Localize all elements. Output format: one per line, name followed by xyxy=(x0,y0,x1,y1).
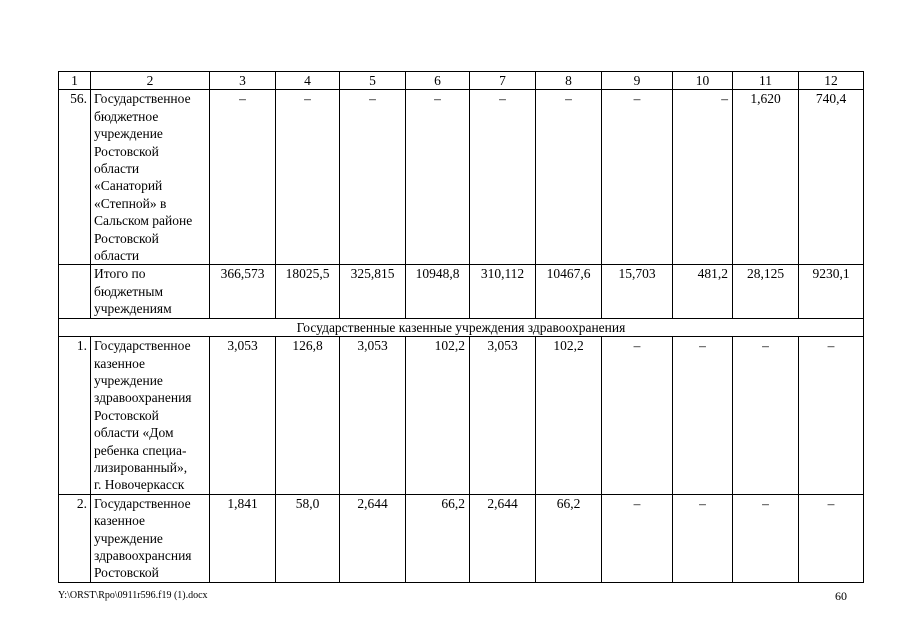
value-cell: 3,053 xyxy=(470,337,536,495)
table-row xyxy=(59,265,864,318)
value-cell: 10948,8 xyxy=(406,265,470,318)
header-row xyxy=(59,72,864,90)
value-cell: 66,2 xyxy=(536,494,602,582)
value-cell: – xyxy=(602,494,673,582)
section-title: Государственные казенные учреждения здравоохранения xyxy=(59,318,864,336)
value-cell: 3,053 xyxy=(340,337,406,495)
value-cell: – xyxy=(799,337,864,495)
value-cell: 9230,1 xyxy=(799,265,864,318)
value-cell: 102,2 xyxy=(406,337,470,495)
institution-name: Государственное казенное учреждение здравоохранения Ростовской области «Дом ребенка специа- лизированный», г. Новочеркасск xyxy=(91,337,210,495)
column-number: 6 xyxy=(406,72,470,90)
value-cell: 3,053 xyxy=(210,337,276,495)
value-cell: – xyxy=(733,337,799,495)
value-cell: – xyxy=(210,90,276,265)
value-cell: – xyxy=(673,90,733,265)
value-cell: 1,620 xyxy=(733,90,799,265)
value-cell: 126,8 xyxy=(276,337,340,495)
value-cell: 740,4 xyxy=(799,90,864,265)
column-number: 3 xyxy=(210,72,276,90)
row-number xyxy=(59,265,91,318)
column-number: 8 xyxy=(536,72,602,90)
value-cell: 2,644 xyxy=(340,494,406,582)
value-cell: – xyxy=(340,90,406,265)
value-cell: – xyxy=(673,337,733,495)
row-number: 1. xyxy=(59,337,91,495)
table-row xyxy=(59,337,864,495)
footer-file-path: Y:\ORST\Rpo\0911r596.f19 (1).docx xyxy=(58,590,208,601)
value-cell: – xyxy=(733,494,799,582)
column-number: 10 xyxy=(673,72,733,90)
row-number: 56. xyxy=(59,90,91,265)
column-number: 7 xyxy=(470,72,536,90)
value-cell: 366,573 xyxy=(210,265,276,318)
table-row xyxy=(59,494,864,582)
institution-name: Государственное казенное учреждение здравоохрансния Ростовской xyxy=(91,494,210,582)
column-number: 12 xyxy=(799,72,864,90)
value-cell: 15,703 xyxy=(602,265,673,318)
column-number: 2 xyxy=(91,72,210,90)
column-number: 9 xyxy=(602,72,673,90)
value-cell: – xyxy=(276,90,340,265)
value-cell: 1,841 xyxy=(210,494,276,582)
column-number: 11 xyxy=(733,72,799,90)
value-cell: – xyxy=(602,337,673,495)
value-cell: – xyxy=(536,90,602,265)
value-cell: 481,2 xyxy=(673,265,733,318)
value-cell: – xyxy=(602,90,673,265)
value-cell: 18025,5 xyxy=(276,265,340,318)
value-cell: 325,815 xyxy=(340,265,406,318)
section-heading-row xyxy=(59,318,864,336)
value-cell: 66,2 xyxy=(406,494,470,582)
value-cell: – xyxy=(673,494,733,582)
column-number: 5 xyxy=(340,72,406,90)
institution-name: Государственное бюджетное учреждение Ростовской области «Санаторий «Степной» в Сальском районе Ростовской области xyxy=(91,90,210,265)
institution-name: Итого по бюджетным учреждениям xyxy=(91,265,210,318)
page-number: 60 xyxy=(835,589,847,603)
value-cell: 58,0 xyxy=(276,494,340,582)
column-number: 1 xyxy=(59,72,91,90)
row-number: 2. xyxy=(59,494,91,582)
value-cell: – xyxy=(470,90,536,265)
value-cell: 10467,6 xyxy=(536,265,602,318)
data-table xyxy=(58,71,864,583)
value-cell: 2,644 xyxy=(470,494,536,582)
value-cell: 102,2 xyxy=(536,337,602,495)
value-cell: 28,125 xyxy=(733,265,799,318)
table-row xyxy=(59,90,864,265)
value-cell: – xyxy=(799,494,864,582)
column-number: 4 xyxy=(276,72,340,90)
value-cell: – xyxy=(406,90,470,265)
value-cell: 310,112 xyxy=(470,265,536,318)
